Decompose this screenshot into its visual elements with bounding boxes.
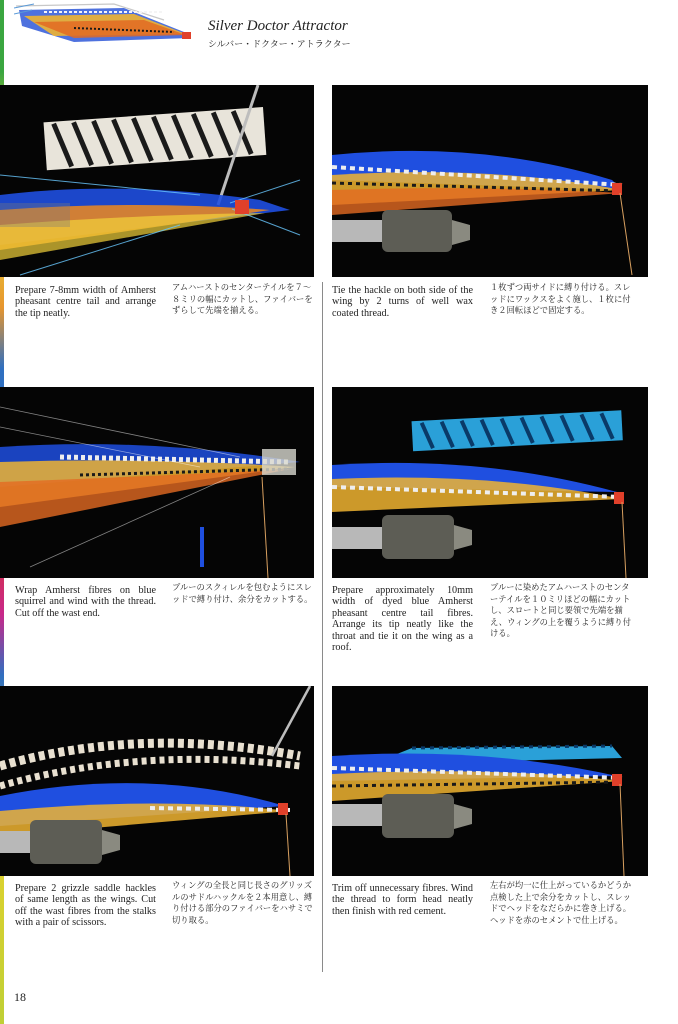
- column-divider: [322, 282, 323, 972]
- step-4-caption-jp: ブルーに染めたアムハーストのセンターテイルを１０ミリほどの幅にカットし、スロートと同じ要領で先端を揃え、ウィングの上を覆うように縛り付ける。: [490, 582, 631, 639]
- step-3-caption-jp: ブルーのスクィレルを包むようにスレッドで縛り付け、余分をカットする。: [172, 582, 313, 604]
- step-2-caption-en: Tie the hackle on both side of the wing by 2 turns of well wax coated thread.: [332, 285, 473, 319]
- step-1-caption-en: Prepare 7-8mm width of Amherst pheasant centre tail and arrange the tip neatly.: [15, 285, 156, 319]
- page-number: 18: [14, 990, 26, 1004]
- step-3-caption-en: Wrap Amherst fibres on blue squirrel and wind with the thread. Cut off the wast end.: [15, 585, 156, 619]
- step-2-caption-jp: １枚ずつ両サイドに縛り付ける。スレッドにワックスをよく施し、１枚に付き２回転ほどで固定する。: [490, 282, 631, 316]
- step-photo-1: [0, 85, 314, 277]
- step-4-caption-en: Prepare approximately 10mm width of dyed blue Amherst pheasant centre tail fibres. Arrange its tip neatly like the throat and tie it on the wing as a roof.: [332, 585, 473, 654]
- step-photo-2: [332, 85, 648, 277]
- header-fly-illustration: [14, 2, 196, 46]
- step-photo-5: [0, 686, 314, 876]
- step-6-caption-jp: 左右が均一に仕上がっているかどうか点検した上で余分をカットし、スレッドでヘッドをなだらかに巻き上げる。ヘッドを赤のセメントで仕上げる。: [490, 880, 632, 925]
- step-photo-6: [332, 686, 648, 876]
- step-1-caption-jp: アムハーストのセンターテイルを７～８ミリの幅にカットし、ファイバーをずらして先端を揃える。: [172, 282, 313, 316]
- step-5-caption-jp: ウィングの全長と同じ長さのグリッズルのサドルハックルを２本用意し、縛り付ける部分のファイバーをハサミで切り取る。: [172, 880, 313, 925]
- step-6-caption-en: Trim off unnecessary fibres. Wind the thread to form head neatly then finish with red cement.: [332, 883, 473, 917]
- page-title-japanese: シルバー・ドクター・アトラクター: [208, 40, 351, 50]
- page-title: Silver Doctor Attractor: [208, 18, 348, 34]
- step-photo-3: [0, 387, 314, 578]
- step-5-caption-en: Prepare 2 grizzle saddle hackles of same length as the wings. Cut off the wast fibres from the stalks with a pair of scissors.: [15, 883, 156, 929]
- step-photo-4: [332, 387, 648, 578]
